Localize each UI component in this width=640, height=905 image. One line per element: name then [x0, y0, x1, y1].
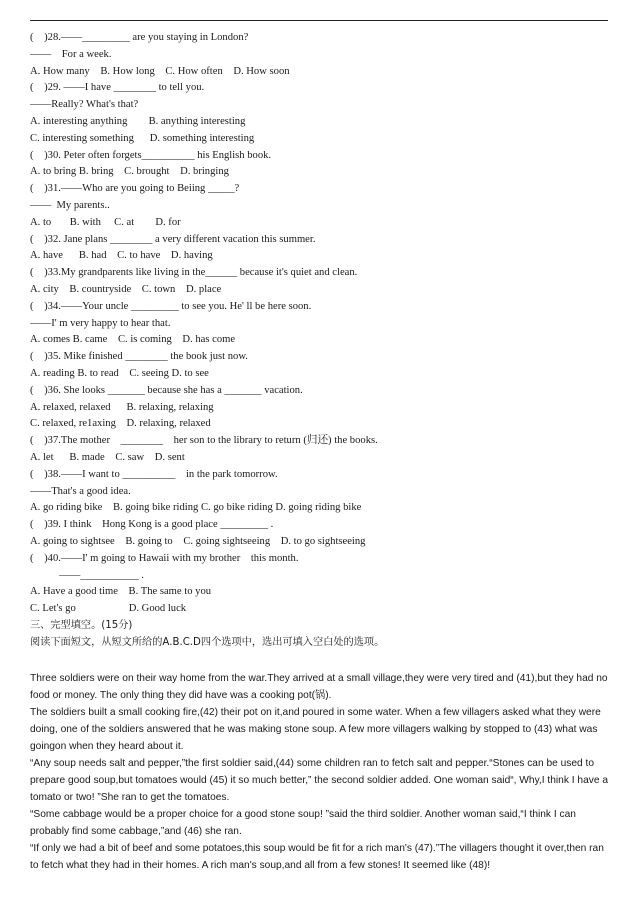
question-line: A. relaxed, relaxed B. relaxing, relaxing: [30, 401, 214, 413]
question-line: ( )36. She looks _______ because she has a _______ vacation.: [30, 384, 303, 396]
question-line: ( )39. I think Hong Kong is a good place _________ .: [30, 519, 274, 531]
question-line: ( )33.My grandparents like living in the______ because it's quiet and clean.: [30, 267, 358, 279]
passage-paragraph: “Any soup needs salt and pepper,”the first soldier said,(44) some children ran to fetch salt and pepper.“Stones can be used to prepare good soup,but tomatoes would (45) it so much better,” the second soldier added. One woman said“, Why,I think I have a tomato or two! ”She ran to get the tomatoes.: [30, 758, 608, 804]
question-line: A. let B. made C. saw D. sent: [30, 451, 185, 463]
question-line: ( )34.——Your uncle _________ to see you. He' ll be here soon.: [30, 300, 312, 312]
section-3-title: 三、完型填空。(15分): [30, 619, 133, 631]
question-line: ——That's a good idea.: [30, 485, 131, 497]
question-line: ( )29. ——I have ________ to tell you.: [30, 82, 205, 94]
passage-paragraph: “Some cabbage would be a proper choice for a good stone soup! ”said the third soldier. Another woman said,“I think I can probably find some cabbage,”and (46) she ran.: [30, 809, 576, 838]
question-line: A. reading B. to read C. seeing D. to see: [30, 367, 209, 379]
question-line: A. city B. countryside C. town D. place: [30, 283, 222, 295]
multiple-choice-section: [30, 30, 615, 618]
passage-paragraph: The soldiers built a small cooking fire,(42) their pot on it,and poured in some water. When a few villagers asked what they were doing, one of the soldiers answered that he was making stone soup. A few more villagers walking by stopped to (43) what was goingon when they heard about it.: [30, 707, 601, 753]
question-line: A. going to sightsee B. going to C. going sightseeing D. to go sightseeing: [30, 535, 366, 547]
header-rule: [30, 20, 608, 21]
question-line: ( )28.——_________ are you staying in London?: [30, 32, 249, 43]
question-line: C. relaxed, re1axing D. relaxing, relaxed: [30, 418, 211, 430]
passage-paragraph: Three soldiers were on their way home from the war.They arrived at a small village,they were very tired and (41),but they had no food or money. The only thing they did have was a cooking pot(锅).: [30, 673, 608, 702]
passage-paragraph: “If only we had a bit of beef and some potatoes,this soup would be fit for a rich man's (47).”The villagers thought it over,then ran to fetch what they had in their homes. A rich man's soup,and all from a few stones! It seemed like (48)!: [30, 843, 604, 872]
section-gap: [30, 651, 615, 670]
question-line: ( )31.——Who are you going to Beiing _____?: [30, 183, 240, 195]
question-line: ( )30. Peter often forgets__________ his English book.: [30, 149, 272, 161]
question-line: A. go riding bike B. going bike riding C. go bike riding D. going riding bike: [30, 502, 362, 514]
question-line: A. interesting anything B. anything interesting: [30, 115, 246, 127]
question-line: ( )32. Jane plans ________ a very different vacation this summer.: [30, 233, 316, 245]
question-line: C. Let's go D. Good luck: [30, 603, 187, 615]
question-line: ——___________ .: [30, 569, 144, 581]
question-line: ( )38.——I want to __________ in the park tomorrow.: [30, 468, 278, 480]
question-line: A. How many B. How long C. How often D. How soon: [30, 65, 290, 77]
question-line: ——I' m very happy to hear that.: [30, 317, 171, 329]
exam-page: [30, 30, 615, 874]
question-line: A. have B. had C. to have D. having: [30, 250, 213, 262]
cloze-passage: [30, 670, 615, 874]
question-line: A. Have a good time B. The same to you: [30, 586, 212, 598]
section-3-instruction: 阅读下面短文，从短文所给的A.B.C.D四个选项中，选出可填入空白处的选项。: [30, 636, 385, 648]
question-line: —— My parents..: [30, 199, 110, 211]
question-line: ( )37.The mother ________ her son to the library to return (归还) the books.: [30, 435, 378, 447]
question-line: ——Really? What's that?: [30, 99, 139, 111]
question-line: ( )35. Mike finished ________ the book just now.: [30, 351, 248, 363]
question-line: —— For a week.: [30, 48, 112, 60]
question-line: A. to B. with C. at D. for: [30, 216, 181, 228]
question-line: ( )40.——I' m going to Hawaii with my brother this month.: [30, 552, 299, 564]
question-line: A. to bring B. bring C. brought D. bringing: [30, 166, 229, 178]
question-line: C. interesting something D. something interesting: [30, 132, 255, 144]
question-line: A. comes B. came C. is coming D. has come: [30, 334, 236, 346]
